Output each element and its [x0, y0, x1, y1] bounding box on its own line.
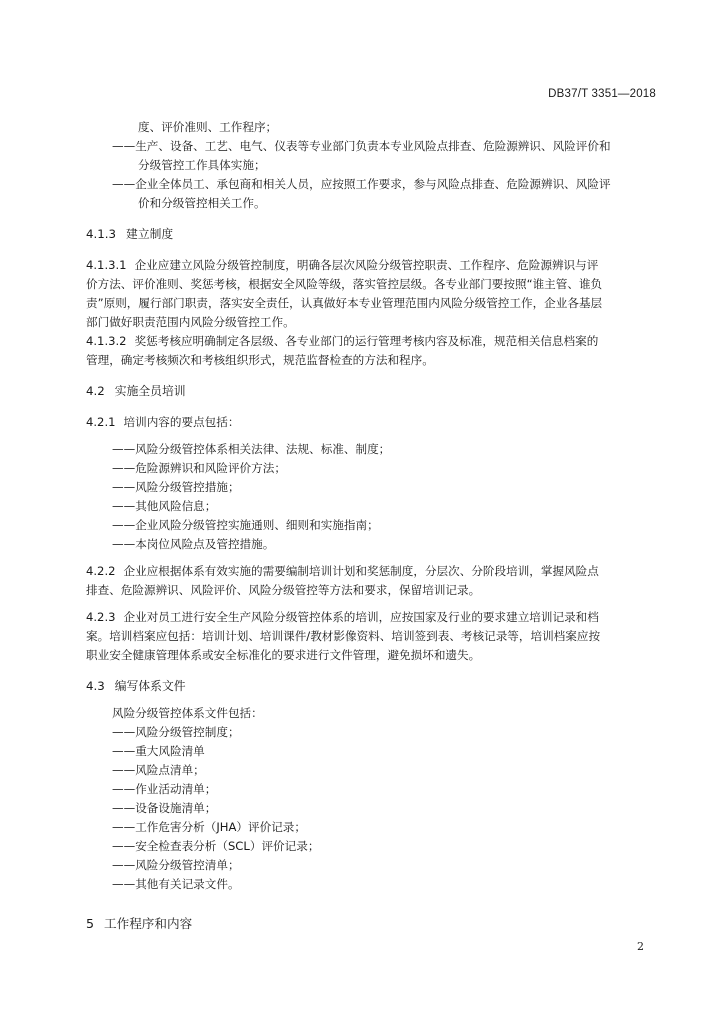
list-item: ——安全检查表分析（SCL）评价记录； [112, 839, 320, 853]
list-item: ——其他风险信息； [112, 499, 217, 513]
text-line: 度、评价准则、工作程序； [138, 120, 278, 134]
section-number: 4.2 [86, 384, 105, 398]
section-number: 4.1.3 [86, 227, 117, 241]
list-item: ——风险分级管控制度； [112, 725, 240, 739]
paragraph-line: 案。培训档案应包括：培训计划、培训课件/教材影像资料、培训签到表、考核记录等，培训档案应按 [86, 629, 601, 643]
document-code: DB37/T 3351—2018 [548, 88, 656, 100]
paragraph-line: 4.1.3.2 奖惩考核应明确制定各层级、各专业部门的运行管理考核内容及标准，规范相关信息档案的 [86, 334, 599, 348]
paragraph-line: 部门做好职责范围内风险分级管控工作。 [86, 315, 295, 329]
list-item: ——重大风险清单 [112, 744, 205, 758]
list-item: ——作业活动清单； [112, 782, 217, 796]
list-item: ——本岗位风险点及管控措施。 [112, 537, 275, 551]
list-item: ——风险分级管控清单； [112, 858, 240, 872]
section-heading-4-1-3 [86, 225, 656, 244]
text-line: 分级管控工作具体实施； [138, 158, 266, 172]
paragraph-line: 排查、危险源辨识、风险评价、风险分级管控等方法和要求，保留培训记录。 [86, 583, 481, 597]
list-item: ——风险分级管控措施； [112, 480, 240, 494]
text-line: 价和分级管控相关工作。 [138, 196, 266, 210]
clause-number: 4.1.3.2 [86, 334, 127, 348]
clause-number: 4.2.3 [86, 610, 116, 624]
list-item: ——风险点清单； [112, 763, 205, 777]
list-item: ——设备设施清单； [112, 801, 217, 815]
section-heading-4-2 [86, 382, 656, 401]
section-title: 编写体系文件 [114, 679, 186, 693]
section-heading-4-3 [86, 677, 656, 696]
paragraph-line: 4.2.1 培训内容的要点包括： [86, 415, 240, 429]
paragraph-line: 职业安全健康管理体系或安全标准化的要求进行文件管理，避免损坏和遗失。 [86, 648, 481, 662]
clause-number: 4.1.3.1 [86, 258, 127, 272]
list-item: ——其他有关记录文件。 [112, 877, 240, 891]
section-number: 4.3 [86, 679, 105, 693]
clause-number: 4.2.1 [86, 415, 116, 429]
list-item: ——企业风险分级管控实施通则、细则和实施指南； [112, 518, 379, 532]
section-title: 实施全员培训 [114, 384, 186, 398]
paragraph-line: 责”原则，履行部门职责，落实安全责任，认真做好本专业管理范围内风险分级管控工作，企业各基层 [86, 296, 603, 310]
page-body [86, 118, 656, 933]
section-heading-5 [86, 914, 656, 933]
list-item: ——工作危害分析（JHA）评价记录； [112, 820, 306, 834]
paragraph-line: 管理，确定考核频次和考核组织形式，规范监督检查的方法和程序。 [86, 353, 434, 367]
paragraph-line: 4.1.3.1 企业应建立风险分级管控制度，明确各层次风险分级管控职责、工作程序、危险源辨识与评 [86, 258, 599, 272]
paragraph-line: 4.2.3 企业对员工进行安全生产风险分级管控体系的培训，应按国家及行业的要求建立培训记录和档 [86, 610, 599, 624]
section-number: 5 [86, 916, 95, 931]
list-item: ——生产、设备、工艺、电气、仪表等专业部门负责本专业风险点排查、危险源辨识、风险评价和 [112, 139, 611, 153]
paragraph-line: 风险分级管控体系文件包括： [112, 706, 263, 720]
list-item: ——危险源辨识和风险评价方法； [112, 461, 286, 475]
page-number: 2 [637, 940, 644, 953]
list-item: ——企业全体员工、承包商和相关人员，应按照工作要求，参与风险点排查、危险源辨识、风险评 [112, 177, 611, 191]
paragraph-line: 4.2.2 企业应根据体系有效实施的需要编制培训计划和奖惩制度，分层次、分阶段培训，掌握风险点 [86, 564, 599, 578]
clause-number: 4.2.2 [86, 564, 116, 578]
list-item: ——风险分级管控体系相关法律、法规、标准、制度； [112, 442, 391, 456]
section-title: 建立制度 [126, 227, 174, 241]
paragraph-line: 价方法、评价准则、奖惩考核，根据安全风险等级，落实管控层级。各专业部门要按照“谁主管、谁负 [86, 277, 603, 291]
section-title: 工作程序和内容 [104, 916, 193, 931]
